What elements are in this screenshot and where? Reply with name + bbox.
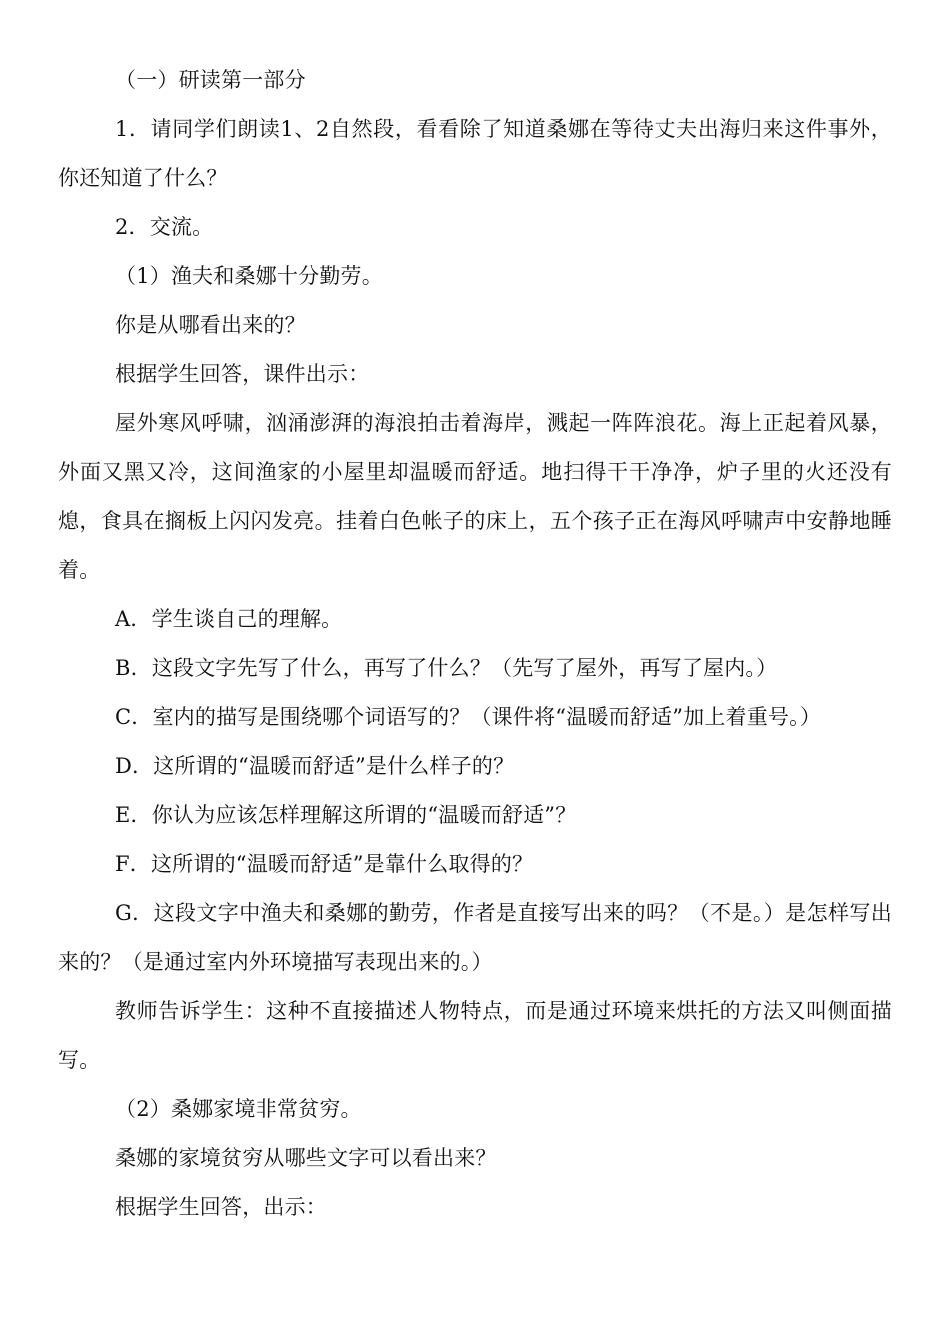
item-g: G．这段文字中渔夫和桑娜的勤劳，作者是直接写出来的吗？（不是。）是怎样写出来的？（是通过室内外环境描写表现出来的。） (58, 901, 892, 974)
item-e: E．你认为应该怎样理解这所谓的“温暖而舒适”？ (115, 803, 577, 827)
point-1-heading: （1）渔夫和桑娜十分勤劳。 (115, 264, 383, 288)
item-f: F．这所谓的“温暖而舒适”是靠什么取得的？ (115, 852, 534, 876)
item-a: A．学生谈自己的理解。 (115, 607, 343, 631)
prompt-text: 你是从哪看出来的？ (115, 313, 306, 337)
instruction-text-2: 根据学生回答，出示： (115, 1195, 327, 1219)
point-2-heading: （2）桑娜家境非常贫穷。 (115, 1097, 362, 1121)
item-b: B．这段文字先写了什么，再写了什么？（先写了屋外，再写了屋内。） (115, 656, 778, 680)
question-1: 1．请同学们朗读1、2自然段，看看除了知道桑娜在等待丈夫出海归来这件事外，你还知道了什么？ (58, 117, 892, 190)
quoted-passage: 屋外寒风呼啸，汹涌澎湃的海浪拍击着海岸，溅起一阵阵浪花。海上正起着风暴，外面又黑又冷，这间渔家的小屋里却温暖而舒适。地扫得干干净净，炉子里的火还没有熄，食具在搁板上闪闪发亮。挂着白色帐子的床上，五个孩子正在海风呼啸声中安静地睡着。 (58, 411, 892, 582)
teacher-note: 教师告诉学生：这种不直接描述人物特点，而是通过环境来烘托的方法又叫侧面描写。 (58, 999, 892, 1072)
document-page (58, 56, 892, 1232)
section-heading: （一）研读第一部分 (115, 68, 306, 92)
item-c: C．室内的描写是围绕哪个词语写的？（课件将“温暖而舒适”加上着重号。） (115, 705, 822, 729)
item-d: D．这所谓的“温暖而舒适”是什么样子的？ (115, 754, 515, 778)
question-text: 桑娜的家境贫穷从哪些文字可以看出来？ (115, 1146, 497, 1170)
step-2: 2．交流。 (115, 215, 214, 239)
instruction-text: 根据学生回答，课件出示： (115, 362, 370, 386)
